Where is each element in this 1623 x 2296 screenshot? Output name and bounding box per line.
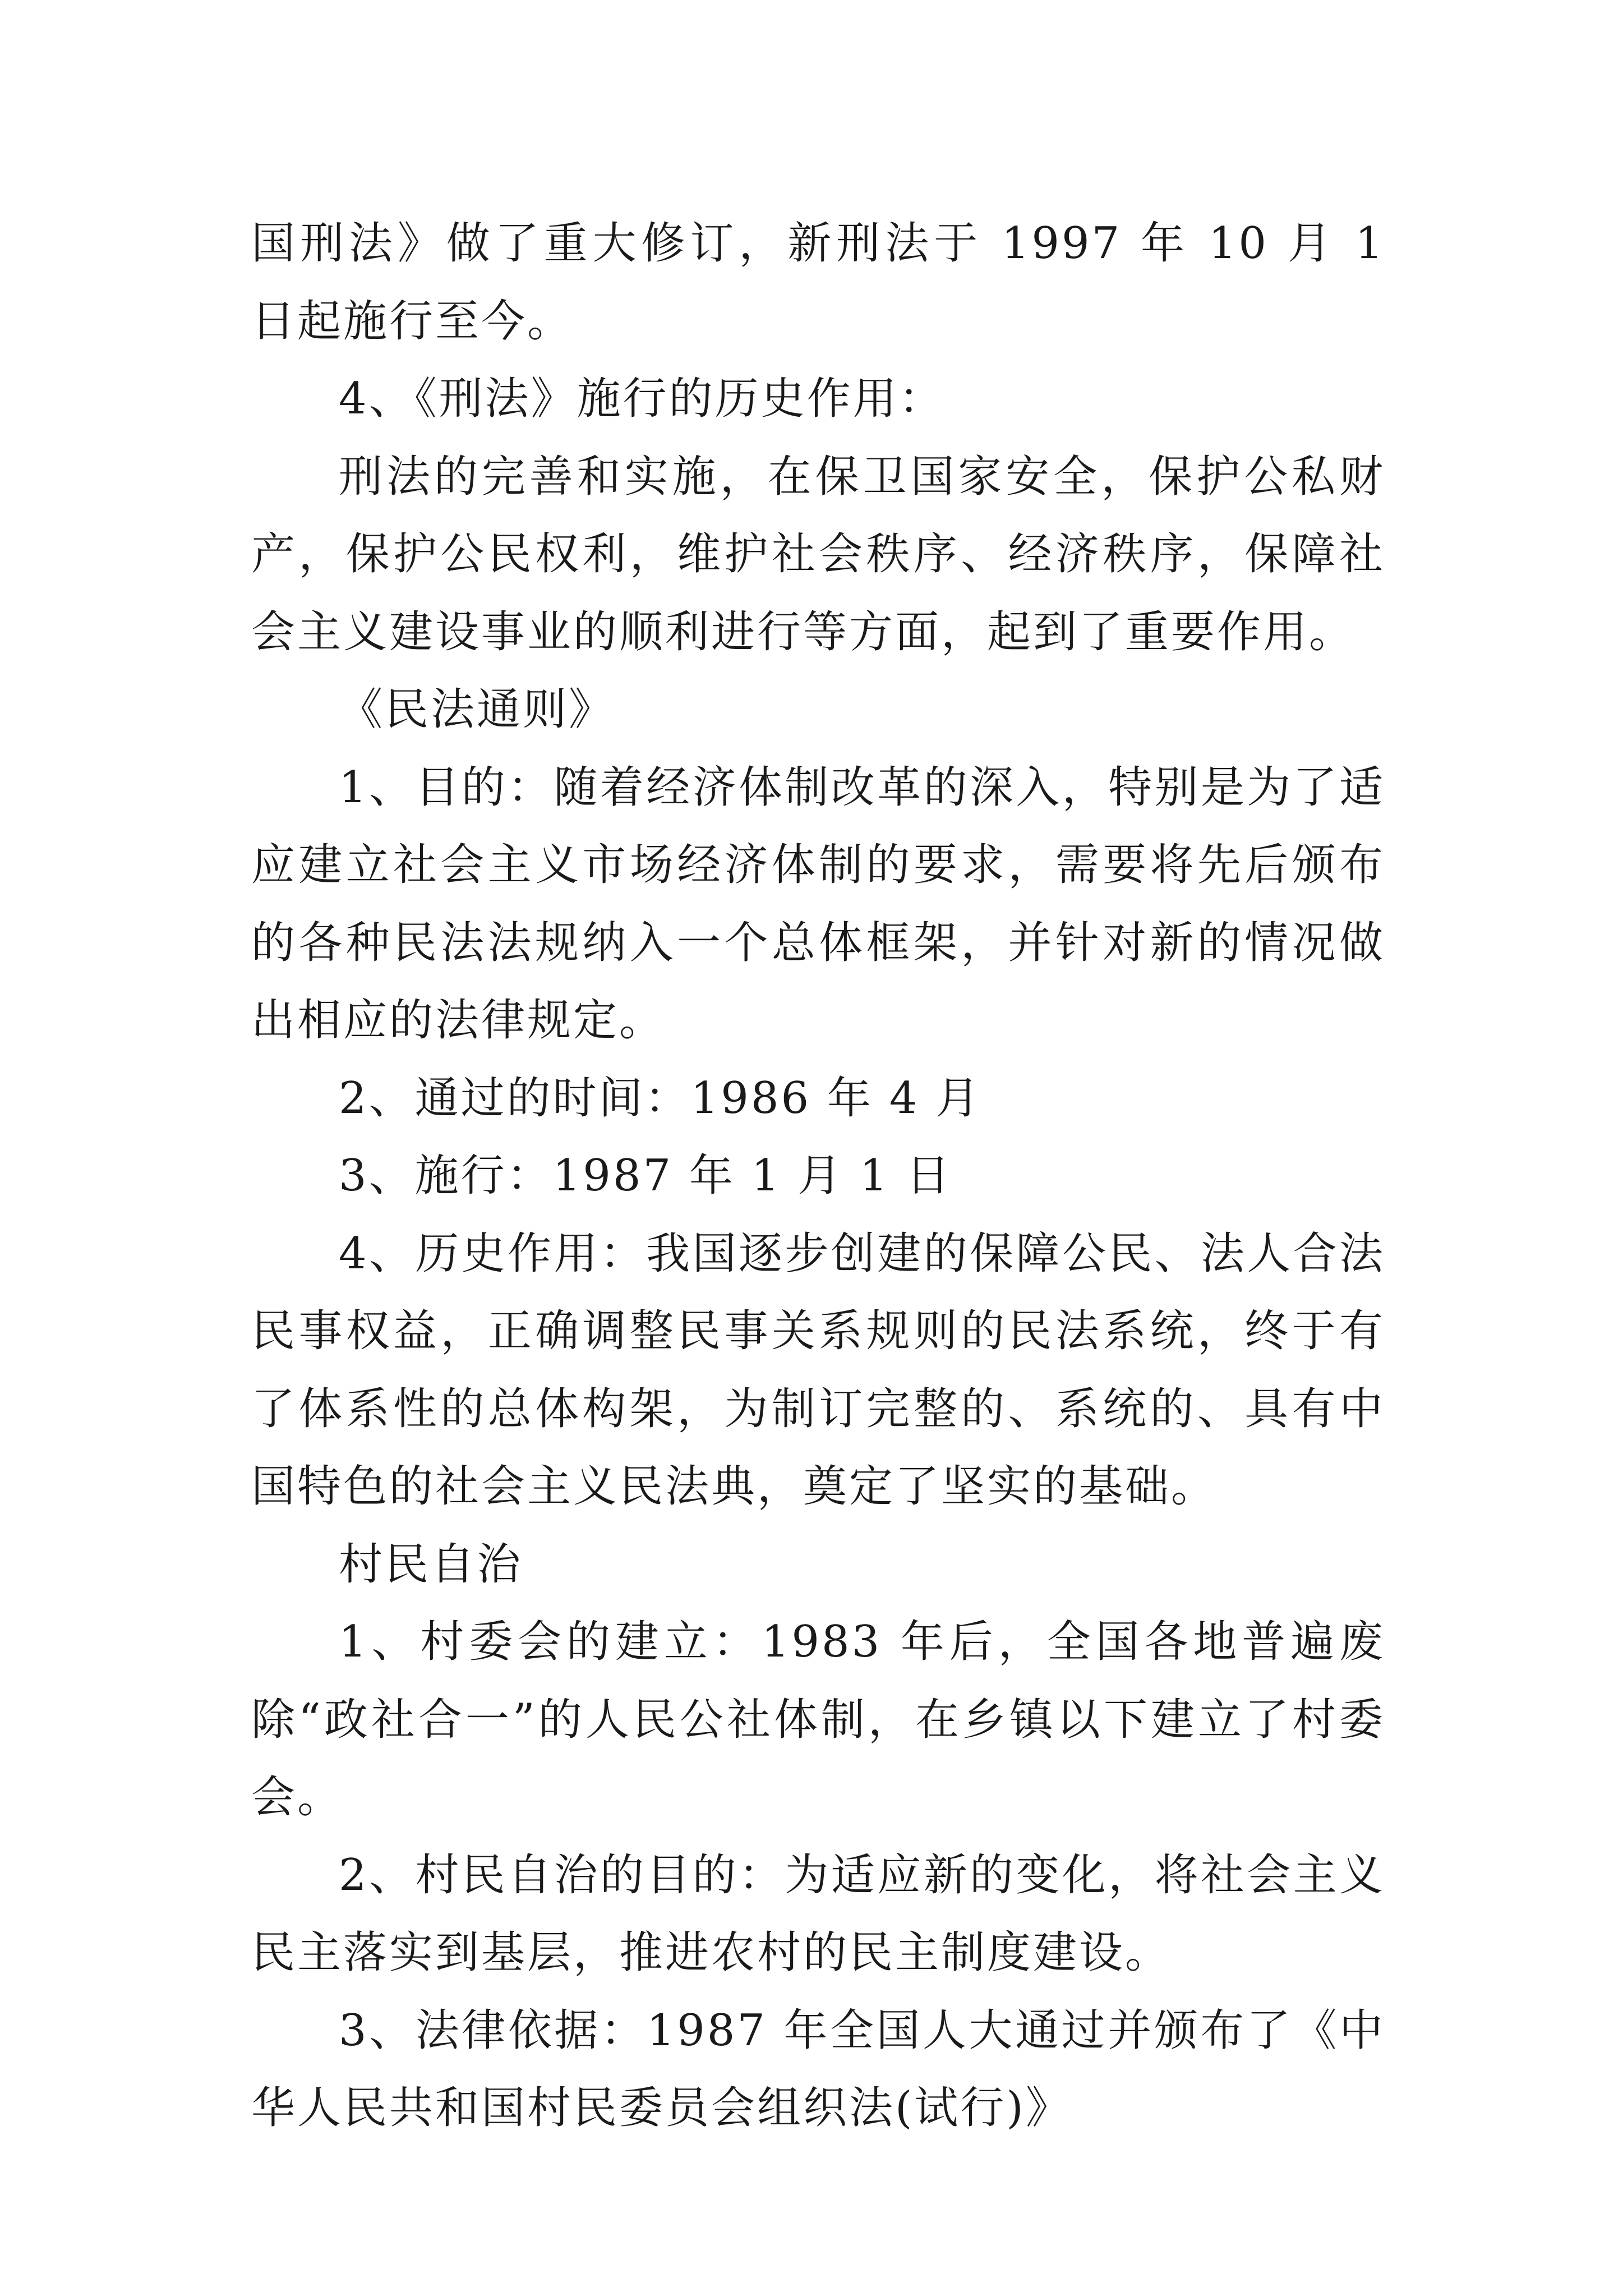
- paragraph-village-autonomy-legal-basis: 3、法律依据：1987 年全国人大通过并颁布了《中华人民共和国村民委员会组织法(试行)》: [251, 2005, 1385, 2133]
- paragraph-criminal-law-revision: 国刑法》做了重大修订，新刑法于 1997 年 10 月 1 日起施行至今。: [251, 218, 1385, 347]
- paragraph-criminal-law-role: 刑法的完善和实施，在保卫国家安全，保护公私财产，保护公民权利，维护社会秩序、经济秩序，保障社会主义建设事业的顺利进行等方面，起到了重要作用。: [251, 451, 1385, 657]
- paragraph-civil-law-role: 4、历史作用：我国逐步创建的保障公民、法人合法民事权益，正确调整民事关系规则的民法系统，终于有了体系性的总体构架，为制订完整的、系统的、具有中国特色的社会主义民法典，奠定了坚实的基础。: [251, 1228, 1385, 1512]
- paragraph-civil-law-effective: 3、施行：1987 年 1 月 1 日: [339, 1151, 952, 1201]
- paragraph-criminal-law-role-heading: 4、《刑法》施行的历史作用：: [339, 374, 945, 424]
- paragraph-village-committee: 1、村委会的建立：1983 年后，全国各地普遍废除“政社合一”的人民公社体制，在乡镇以下建立了村委会。: [251, 1617, 1385, 1823]
- paragraph-village-autonomy-purpose: 2、村民自治的目的：为适应新的变化，将社会主义民主落实到基层，推进农村的民主制度建设。: [251, 1849, 1385, 1978]
- paragraph-civil-law-passed: 2、通过的时间：1986 年 4 月: [339, 1073, 982, 1124]
- document-page: [251, 205, 1385, 2147]
- paragraph-civil-law-purpose: 1、目的：随着经济体制改革的深入，特别是为了适应建立社会主义市场经济体制的要求，需要将先后颁布的各种民法法规纳入一个总体框架，并针对新的情况做出相应的法律规定。: [251, 762, 1385, 1046]
- section-heading-civil-law: 《民法通则》: [339, 684, 615, 735]
- section-heading-village-autonomy: 村民自治: [339, 1539, 523, 1590]
